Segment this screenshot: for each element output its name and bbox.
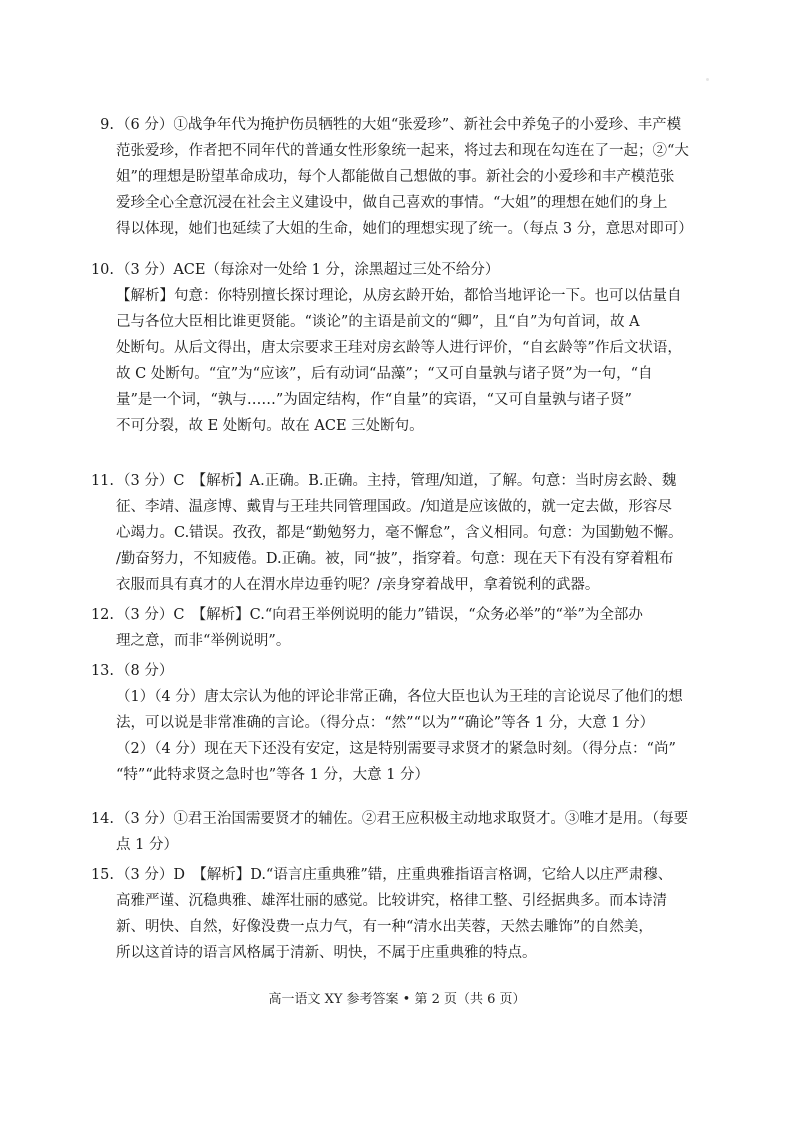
- item-number: 13.: [90, 663, 114, 679]
- answer-line: 点 1 分）: [116, 837, 178, 853]
- analysis-line: 己与各位大臣相比谁更贤能。“谈论”的主语是前文的“卿”，且“自”为句首词，故 A: [116, 314, 640, 330]
- answer-line: 理之意，而非“举例说明”。: [116, 633, 291, 649]
- analysis-line: 处断句。从后文得出，唐太宗要求王珪对房玄龄等人进行评价，“自玄龄等”作后文状语，: [116, 340, 682, 356]
- sub-answer-line: 法，可以说是非常准确的言论。（得分点：“然”“以为”“确论”等各 1 分，大意 1 分）: [116, 715, 655, 731]
- analysis-line: 故 C 处断句。“宜”为“应该”，后有动词“品藻”；“又可自量孰与诸子贤”为一句，“自: [116, 366, 653, 382]
- sub-answer-line: “特”“此特求贤之急时也”等各 1 分，大意 1 分）: [116, 767, 430, 783]
- sub-answer-line: （1）（4 分）唐太宗认为他的评论非常正确，各位大臣也认为王珪的言论说尽了他们的想: [116, 689, 683, 705]
- answer-item-13: [90, 658, 688, 788]
- answer-item-14: [90, 806, 689, 858]
- sub-answer-line: （2）（4 分）现在天下还没有安定，这是特别需要寻求贤才的紧急时刻。（得分点：“尚”: [116, 741, 676, 757]
- item-number: 12.: [90, 607, 114, 623]
- page-footer: 高一语文 XY 参考答案 • 第 2 页（共 6 页）: [268, 992, 526, 1007]
- answer-line: 新、明快、自然，好像没费一点力气，有一种“清水出芙蓉，天然去雕饰”的自然美，: [116, 919, 653, 935]
- item-number: 10.: [90, 262, 114, 278]
- answer-line: /勤奋努力，不知疲倦。D.正确。被，同“披”，指穿着。句意：现在天下有没有穿着粗布: [116, 551, 674, 567]
- analysis-line: 不可分裂，故 E 处断句。故在 ACE 三处断句。: [116, 418, 424, 434]
- answer-line: （3 分）D 【解析】D.“语言庄重典雅”错，庄重典雅指语言格调，它给人以庄严肃穆、: [116, 867, 673, 883]
- answer-line: 得以体现，她们也延续了大姐的生命，她们的理想实现了统一。（每点 3 分，意思对即可）: [116, 221, 693, 237]
- answer-item-9: [100, 112, 693, 242]
- answer-line: 衣服而具有真才的人在渭水岸边垂钓呢？/亲身穿着战甲，拿着锐利的武器。: [116, 577, 600, 593]
- answer-line: （3 分）ACE（每涂对一处给 1 分，涂黑超过三处不给分）: [116, 262, 500, 278]
- answer-line: 范张爱珍，作者把不同年代的普通女性形象统一起来，将过去和现在勾连在了一起；②“大: [116, 143, 689, 159]
- answer-item-15: [90, 862, 688, 966]
- answer-line: 姐”的理想是盼望革命成功，每个人都能做自己想做的事。新社会的小爱珍和丰产模范张: [116, 169, 675, 185]
- analysis-line: 量”是一个词，“孰与……”为固定结构，作“自量”的宾语，“又可自量孰与诸子贤”: [116, 392, 632, 408]
- answer-item-11: [90, 468, 688, 598]
- answer-line: 心竭力。C.错误。孜孜，都是“勤勉努力，毫不懈怠”，含义相同。句意：为国勤勉不懈。: [116, 525, 683, 541]
- item-number: 14.: [90, 811, 114, 827]
- answer-line: 征、李靖、温彦博、戴胄与王珪共同管理国政。/知道是应该做的，就一定去做，形容尽: [116, 499, 672, 515]
- analysis-line: 【解析】句意：你特别擅长探讨理论，从房玄龄开始，都恰当地评论一下。也可以估量自: [116, 288, 682, 304]
- answer-line: （3 分）C 【解析】C.“向君王举例说明的能力”错误，“众务必举”的“举”为全部办: [116, 607, 643, 623]
- item-number: 15.: [90, 867, 114, 883]
- answer-line: 所以这首诗的语言风格属于清新、明快，不属于庄重典雅的特点。: [116, 945, 537, 961]
- answer-line: （8 分）: [116, 663, 174, 679]
- item-number: 11.: [90, 473, 114, 489]
- answer-line: 爱珍全心全意沉浸在社会主义建设中，做自己喜欢的事情。“大姐”的理想在她们的身上: [116, 195, 668, 211]
- scan-speck: [706, 78, 709, 81]
- answer-line: （6 分）①战争年代为掩护伤员牺牲的大姐“张爱珍”、新社会中养兔子的小爱珍、丰产模: [116, 117, 682, 133]
- answer-line: （3 分）C 【解析】A.正确。B.正确。主持，管理/知道，了解。句意：当时房玄龄、魏: [116, 473, 677, 489]
- answer-item-10: [90, 257, 688, 439]
- answer-item-12: [90, 602, 688, 654]
- item-number: 9.: [100, 117, 114, 133]
- answer-line: （3 分）①君王治国需要贤才的辅佐。②君王应积极主动地求取贤才。③唯才是用。（每要: [116, 811, 689, 827]
- answer-line: 高雅严谨、沉稳典雅、雄浑壮丽的感觉。比较讲究，格律工整、引经据典多。而本诗清: [116, 893, 667, 909]
